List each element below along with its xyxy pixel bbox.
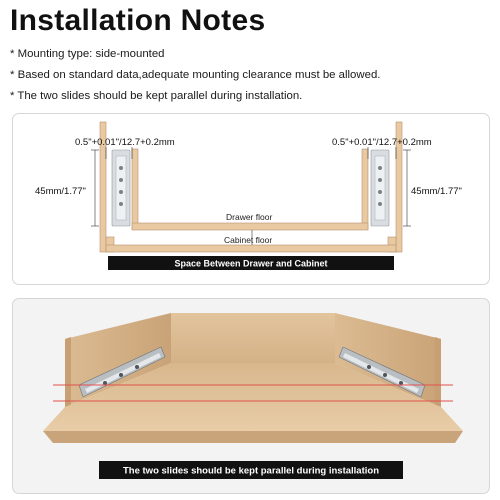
drawer-floor-label: Drawer floor	[226, 212, 273, 222]
height-dimension-left	[91, 150, 99, 226]
parallel-banner-text: The two slides should be kept parallel during installation	[122, 465, 380, 477]
height-dimension-right	[403, 150, 411, 226]
clearance-banner-text: Space Between Drawer and Cabinet	[174, 258, 328, 269]
drawer-floor	[132, 223, 368, 230]
back-panel	[171, 313, 335, 363]
page-title: Installation Notes	[10, 4, 266, 37]
cabinet-floor	[106, 245, 396, 252]
drawer-wall-left	[132, 149, 138, 229]
slide-left	[112, 150, 130, 226]
drawer-front-edge	[43, 431, 463, 443]
clearance-diagram	[13, 114, 489, 284]
installation-notes-list	[10, 44, 380, 107]
parallel-slides-photo-panel	[12, 298, 490, 494]
height-label-right: 45mm/1.77"	[411, 186, 462, 197]
parallel-slides-illustration	[13, 299, 489, 493]
left-side-edge	[65, 337, 71, 407]
clearance-label-right: 0.5"+0.01"/12.7+0.2mm	[332, 137, 432, 148]
note-parallel-slides: * The two slides should be kept parallel during installation.	[10, 90, 303, 102]
clearance-label-left: 0.5"+0.01"/12.7+0.2mm	[75, 137, 175, 148]
clearance-diagram-panel	[12, 113, 490, 285]
cabinet-floor-label: Cabinet floor	[224, 235, 273, 245]
right-side-edge	[435, 337, 441, 407]
drawer-wall-right	[362, 149, 368, 229]
slide-right	[371, 150, 389, 226]
height-label-left: 45mm/1.77"	[35, 186, 86, 197]
note-mounting-clearance: * Based on standard data,adequate mounting clearance must be allowed.	[10, 69, 381, 81]
note-mounting-type: * Mounting type: side-mounted	[10, 48, 165, 60]
